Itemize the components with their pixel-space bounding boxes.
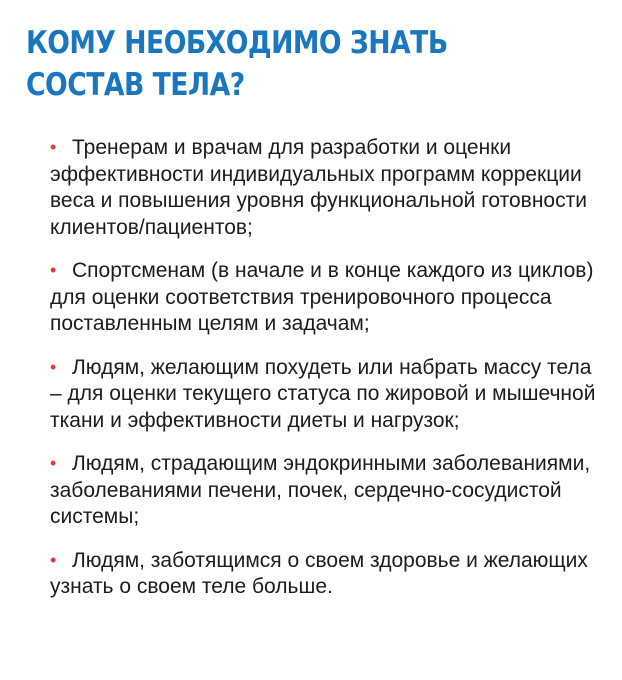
- list-item: [50, 134, 598, 241]
- list-item-text: Тренерам и врачам для разработки и оценки эффективности индивидуальных программ коррекции веса и повышения уровня функциональной готовности клиентов/пациентов;: [50, 136, 587, 239]
- bullet-icon: •: [50, 549, 57, 570]
- list-item-text: Спортсменам (в начале и в конце каждого из циклов) для оценки соответствия тренировочного процесса поставленным целям и задачам;: [50, 259, 594, 335]
- list-item-text: Людям, заботящимся о своем здоровье и желающих узнать о своем теле больше.: [50, 548, 588, 598]
- bullet-icon: •: [50, 137, 57, 157]
- list-item-text: Людям, страдающим эндокринными заболеваниями, заболеваниями печени, почек, сердечно-сосудистой системы;: [50, 452, 591, 528]
- page-title: [26, 22, 542, 106]
- list-item: [50, 547, 598, 601]
- bullet-list: [50, 134, 598, 617]
- title-line-1: КОМУ НЕОБХОДИМО ЗНАТЬ: [26, 25, 448, 61]
- bullet-icon: •: [50, 260, 57, 280]
- list-item: [50, 450, 598, 531]
- list-item-text: Людям, желающим похудеть или набрать массу тела – для оценки текущего статуса по жировой и мышечной ткани и эффективности диеты и нагрузок;: [50, 355, 596, 432]
- title-line-2: СОСТАВ ТЕЛА?: [26, 67, 245, 103]
- list-item: [50, 354, 598, 435]
- bullet-icon: •: [50, 453, 57, 473]
- bullet-icon: •: [50, 356, 57, 377]
- list-item: [50, 257, 598, 338]
